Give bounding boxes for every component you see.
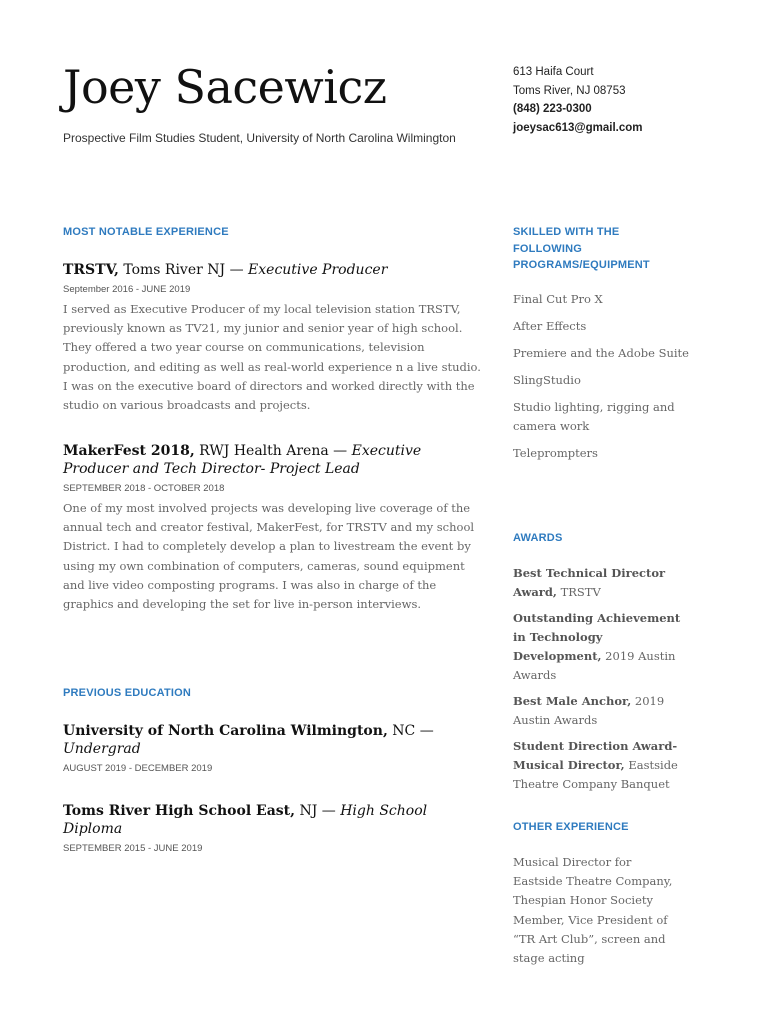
address-line-2: Toms River, NJ 08753 [513, 84, 626, 97]
school-dates: SEPTEMBER 2015 - JUNE 2019 [63, 843, 203, 854]
resume-name: Joey Sacewicz [63, 60, 387, 114]
school-dates: AUGUST 2019 - DECEMBER 2019 [63, 763, 213, 774]
award-title: Best Male Anchor, [513, 694, 632, 708]
job-dates: SEPTEMBER 2018 - OCTOBER 2018 [63, 483, 225, 494]
phone: (848) 223-0300 [513, 103, 592, 115]
award-detail: 2019 Austin Awards [513, 649, 676, 682]
job-role: Executive Producer and Tech Director- Project Lead [63, 443, 422, 477]
job-title [63, 261, 483, 279]
job-entry [63, 261, 483, 415]
school-title [63, 722, 483, 758]
skill-item: Final Cut Pro X [513, 292, 603, 306]
skill-item: After Effects [513, 319, 587, 333]
awards-heading: AWARDS [513, 532, 563, 544]
award-detail: TRSTV [556, 585, 601, 599]
awards-list [513, 564, 683, 801]
email: joeysac613@gmail.com [513, 121, 643, 134]
school-place: NC — [387, 723, 434, 739]
school-place: NJ — [295, 803, 341, 819]
skill-item: Teleprompters [513, 445, 598, 460]
job-entry [63, 442, 483, 614]
school-degree: High School Diploma [63, 803, 428, 837]
job-title [63, 442, 483, 478]
job-place: RWJ Health Arena — [194, 443, 352, 459]
award-title: Student Direction Award- Musical Director, [513, 739, 678, 772]
experience-heading: MOST NOTABLE EXPERIENCE [63, 226, 229, 238]
job-description: One of my most involved projects was developing live coverage of the annual tech and creator festival, MakerFest, for TRSTV and my school District. I had to completely develop a plan to livestream the event by using my own combination of computers, cameras, sound equipment and live video composting programs. I was also in charge of the graphics and developing the set for live in-person interviews. [63, 501, 475, 612]
other-experience-heading: OTHER EXPERIENCE [513, 821, 629, 833]
award-item [513, 564, 683, 602]
other-experience-text: Musical Director for Eastside Theatre Company, Thespian Honor Society Member, Vice President of “TR Art Club”, screen and stage acting [513, 855, 673, 966]
school-title [63, 802, 483, 838]
job-dates: September 2016 - JUNE 2019 [63, 284, 191, 295]
school-name: University of North Carolina Wilmington, [63, 723, 388, 739]
award-item [513, 609, 683, 685]
job-org: MakerFest 2018, [63, 443, 195, 459]
award-detail: 2019 Austin Awards [513, 694, 665, 727]
job-role: Executive Producer [248, 262, 388, 278]
award-detail: Eastside Theatre Company Banquet [513, 758, 678, 791]
job-place: Toms River NJ — [118, 262, 249, 278]
award-title: Best Technical Director Award, [513, 566, 666, 599]
tagline: Prospective Film Studies Student, University of North Carolina Wilmington [63, 131, 456, 145]
skill-item: Studio lighting, rigging and camera work [513, 400, 675, 433]
address-line-1: 613 Haifa Court [513, 66, 594, 78]
contact-block [513, 63, 642, 137]
education-entry [63, 722, 483, 775]
job-org: TRSTV, [63, 262, 119, 278]
education-heading: PREVIOUS EDUCATION [63, 687, 192, 699]
school-name: Toms River High School East, [63, 803, 295, 819]
skill-item: SlingStudio [513, 373, 581, 387]
skills-list [513, 290, 693, 471]
skill-item: Premiere and the Adobe Suite [513, 346, 689, 360]
award-title: Outstanding Achievement in Technology Development, [513, 611, 681, 663]
skills-heading: SKILLED WITH THE FOLLOWING PROGRAMS/EQUIPMENT [513, 226, 650, 271]
award-item [513, 737, 683, 794]
award-item [513, 692, 683, 730]
school-degree: Undergrad [63, 741, 141, 757]
education-entry [63, 802, 483, 855]
job-description: I served as Executive Producer of my local television station TRSTV, previously known as TV21, my junior and senior year of high school. They offered a two year course on communications, television production, and editing as well as real-world experience n a live studio. I was on the executive board of directors and worked directly with the studio on various broadcasts and projects. [63, 302, 481, 413]
